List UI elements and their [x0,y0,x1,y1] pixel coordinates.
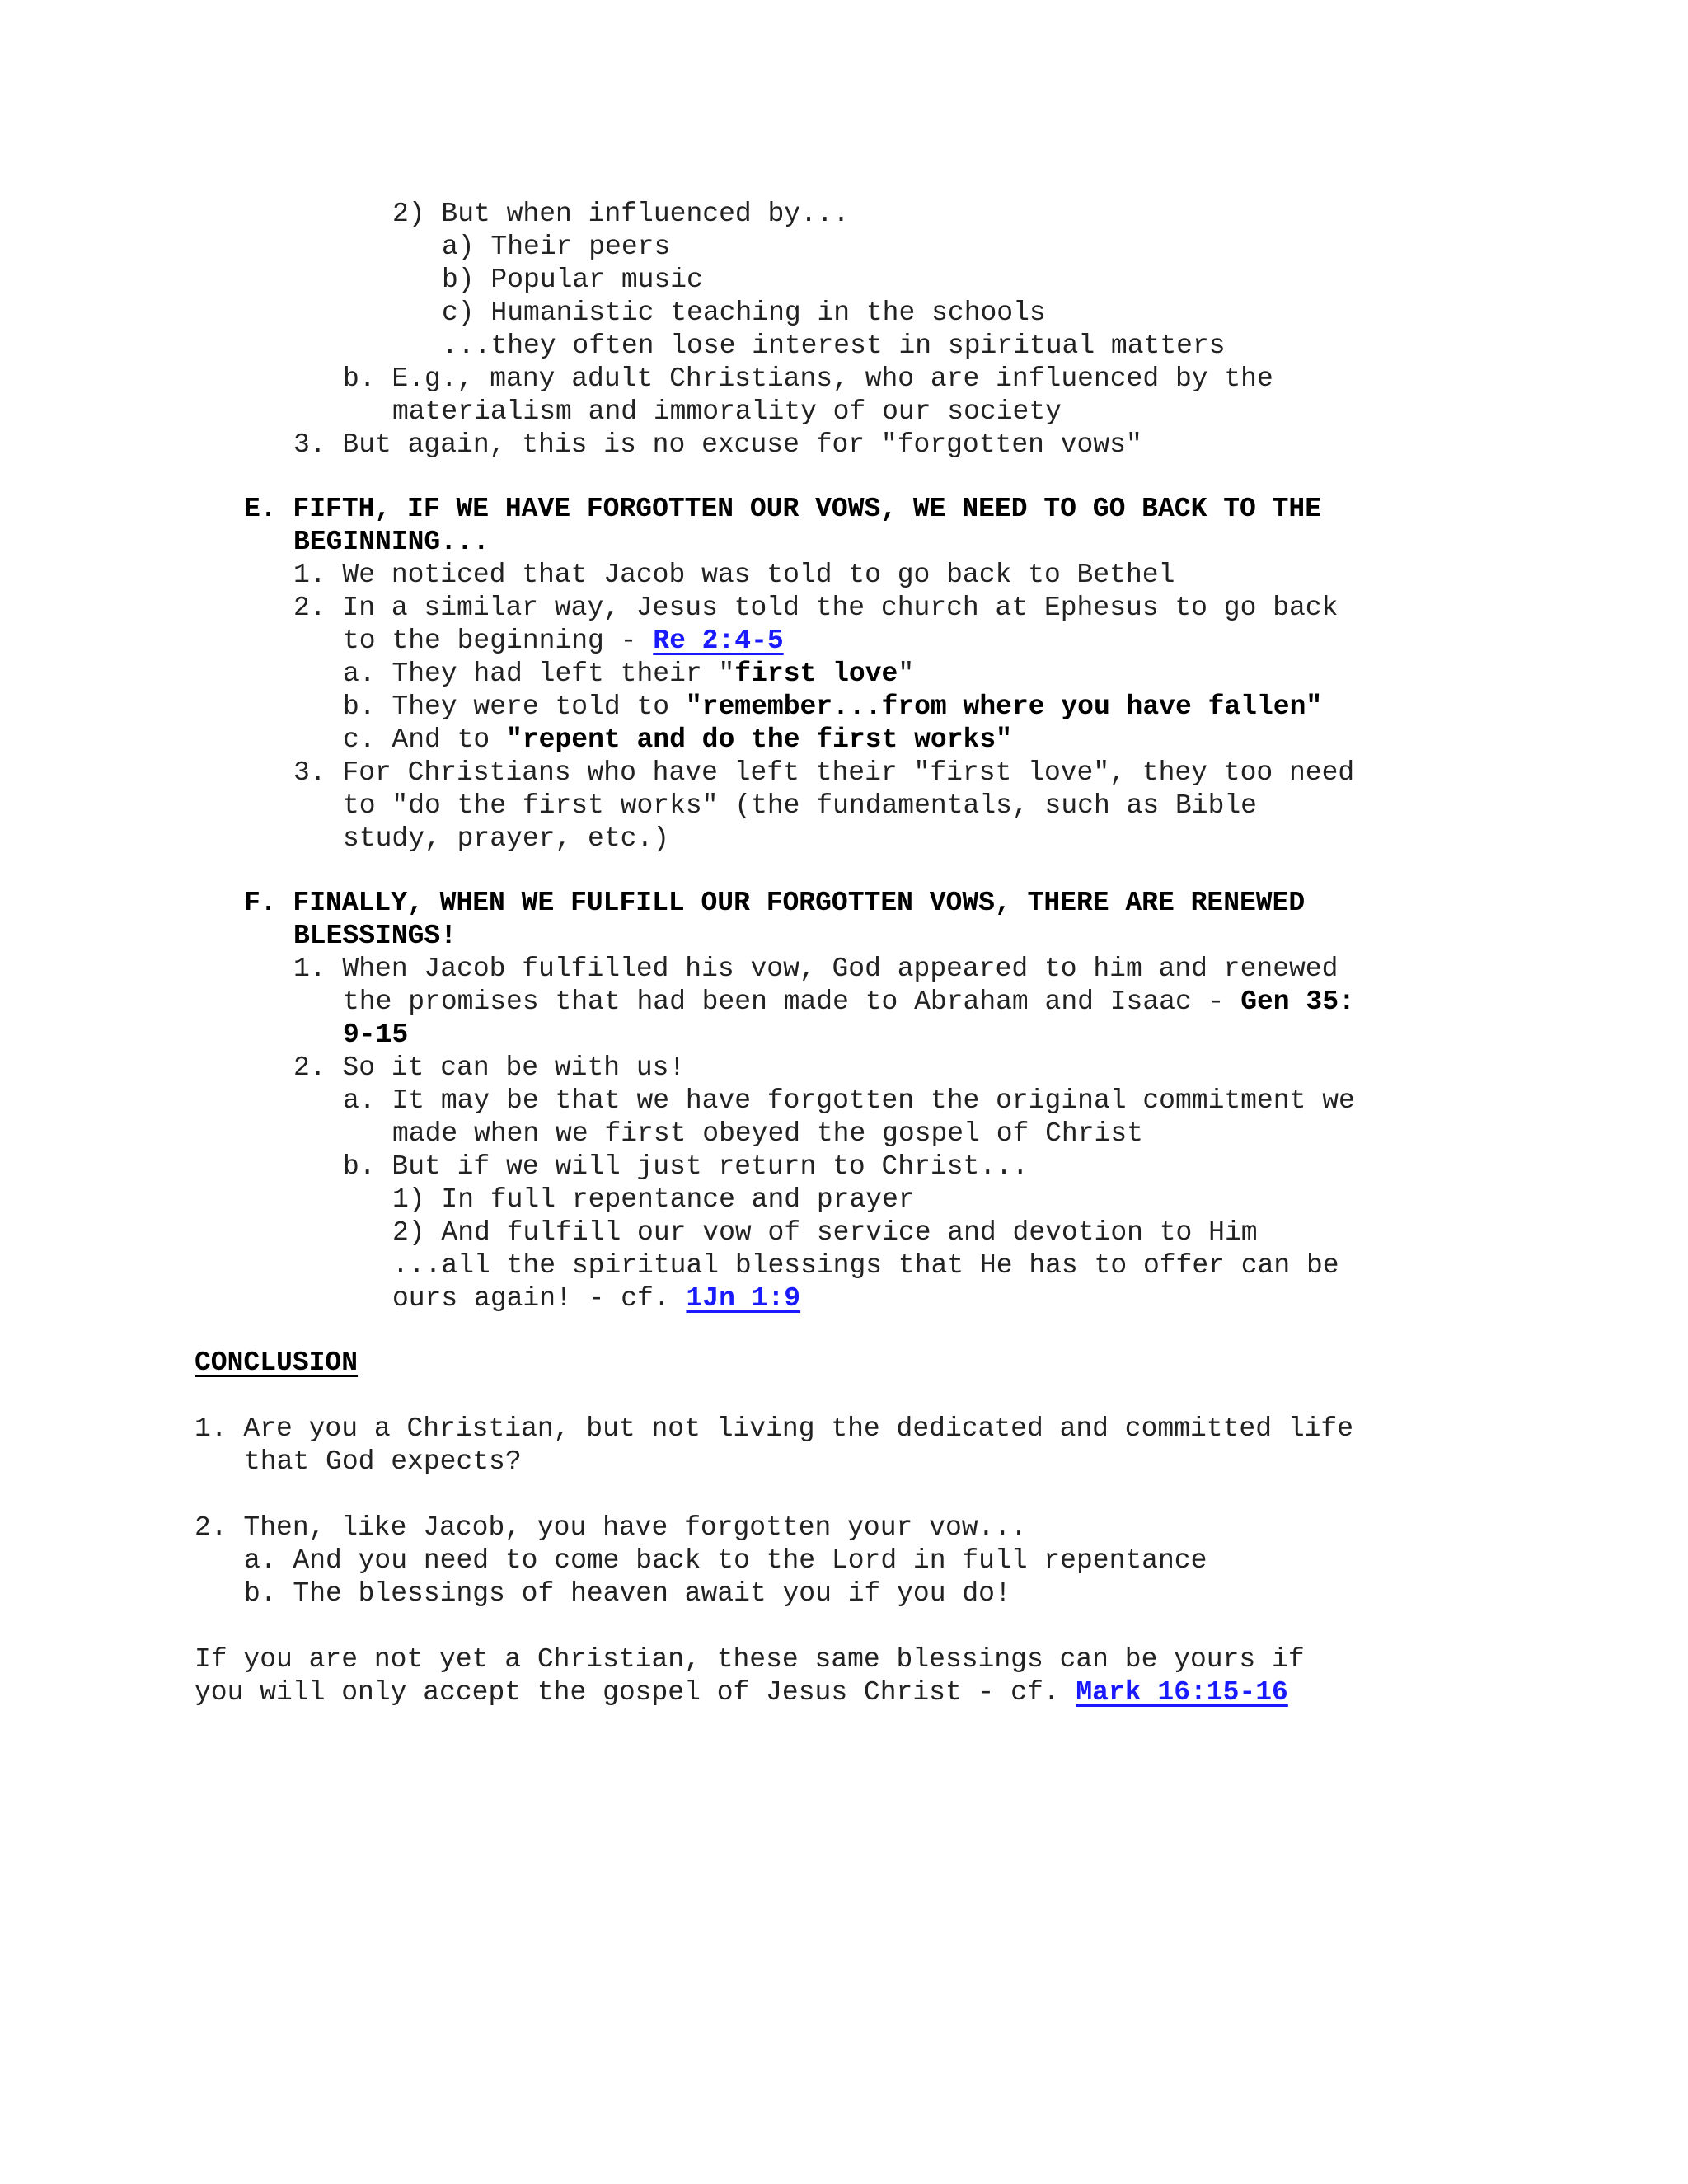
outline-item: ...they often lose interest in spiritual matters [442,330,1226,361]
text: ours again! - cf. [392,1283,687,1314]
outline-item: materialism and immorality of our society [392,396,1062,427]
text: c. And to [343,724,507,755]
conclusion-heading: CONCLUSION [195,1347,359,1378]
outline-item: to "do the first works" (the fundamentals, such as Bible [343,790,1257,821]
outline-item [343,625,784,658]
outline-item: 2. So it can be with us! [293,1052,686,1083]
outline-item: 2) But when influenced by... [392,199,850,229]
section-f-heading-cont: BLESSINGS! [293,921,457,951]
outline-item: 2) And fulfill our vow of service and devotion to Him [392,1217,1258,1248]
section-f-heading: F. FINALLY, WHEN WE FULFILL OUR FORGOTTEN VOWS, THERE ARE RENEWED [244,888,1306,918]
outline-item: b. The blessings of heaven await you if you do! [244,1578,1011,1609]
scripture-ref: 9-15 [343,1019,409,1050]
text: you will only accept the gospel of Jesus Christ - cf. [195,1677,1076,1708]
scripture-link-mark-16-15-16[interactable]: Mark 16:15-16 [1076,1677,1288,1708]
outline-item: 2. In a similar way, Jesus told the church at Ephesus to go back [293,593,1339,623]
section-e-heading-cont: BEGINNING... [293,527,490,557]
outline-item: b) Popular music [442,265,703,295]
text: a. They had left their " [343,658,735,689]
outline-item: a. And you need to come back to the Lord in full repentance [244,1545,1207,1576]
closing-paragraph: If you are not yet a Christian, these same blessings can be yours if [195,1644,1305,1675]
outline-item: made when we first obeyed the gospel of Christ [392,1118,1143,1149]
outline-item [343,691,1322,724]
text: to the beginning - [343,626,654,656]
outline-item: 1. Are you a Christian, but not living the dedicated and committed life [195,1413,1354,1444]
text: b. They were told to [343,691,686,722]
outline-item: study, prayer, etc.) [343,823,670,854]
bold-quote: "remember...from where you have fallen" [685,691,1323,722]
outline-item: b. But if we will just return to Christ... [343,1151,1029,1182]
outline-item: 1) In full repentance and prayer [392,1184,915,1215]
outline-item: a) Their peers [442,232,671,262]
outline-item [343,658,914,691]
outline-item [343,986,1355,1019]
outline-item [343,724,1012,757]
outline-item: ...all the spiritual blessings that He has to offer can be [392,1250,1339,1281]
text: the promises that had been made to Abraham and Isaac - [343,987,1241,1017]
outline-item: b. E.g., many adult Christians, who are influenced by the [343,363,1273,394]
scripture-link-re-2-4-5[interactable]: Re 2:4-5 [653,626,784,656]
outline-item [392,1282,800,1315]
outline-item: 1. When Jacob fulfilled his vow, God appeared to him and renewed [293,954,1339,984]
bold-quote: "repent and do the first works" [506,724,1012,755]
outline-item: c) Humanistic teaching in the schools [442,298,1046,328]
outline-item: 3. But again, this is no excuse for "forgotten vows" [293,429,1142,460]
scripture-ref: Gen 35: [1240,987,1355,1017]
scripture-link-1jn-1-9[interactable]: 1Jn 1:9 [686,1283,801,1314]
outline-item: 2. Then, like Jacob, you have forgotten your vow... [195,1512,1027,1543]
outline-item: that God expects? [244,1446,522,1477]
text: " [898,658,915,689]
section-e-heading: E. FIFTH, IF WE HAVE FORGOTTEN OUR VOWS, WE NEED TO GO BACK TO THE [244,494,1322,524]
bold-quote: first love [734,658,898,689]
closing-paragraph [195,1676,1288,1709]
outline-item: 1. We noticed that Jacob was told to go back to Bethel [293,560,1175,590]
outline-item: a. It may be that we have forgotten the original commitment we [343,1085,1355,1116]
outline-item: 3. For Christians who have left their "first love", they too need [293,757,1355,788]
